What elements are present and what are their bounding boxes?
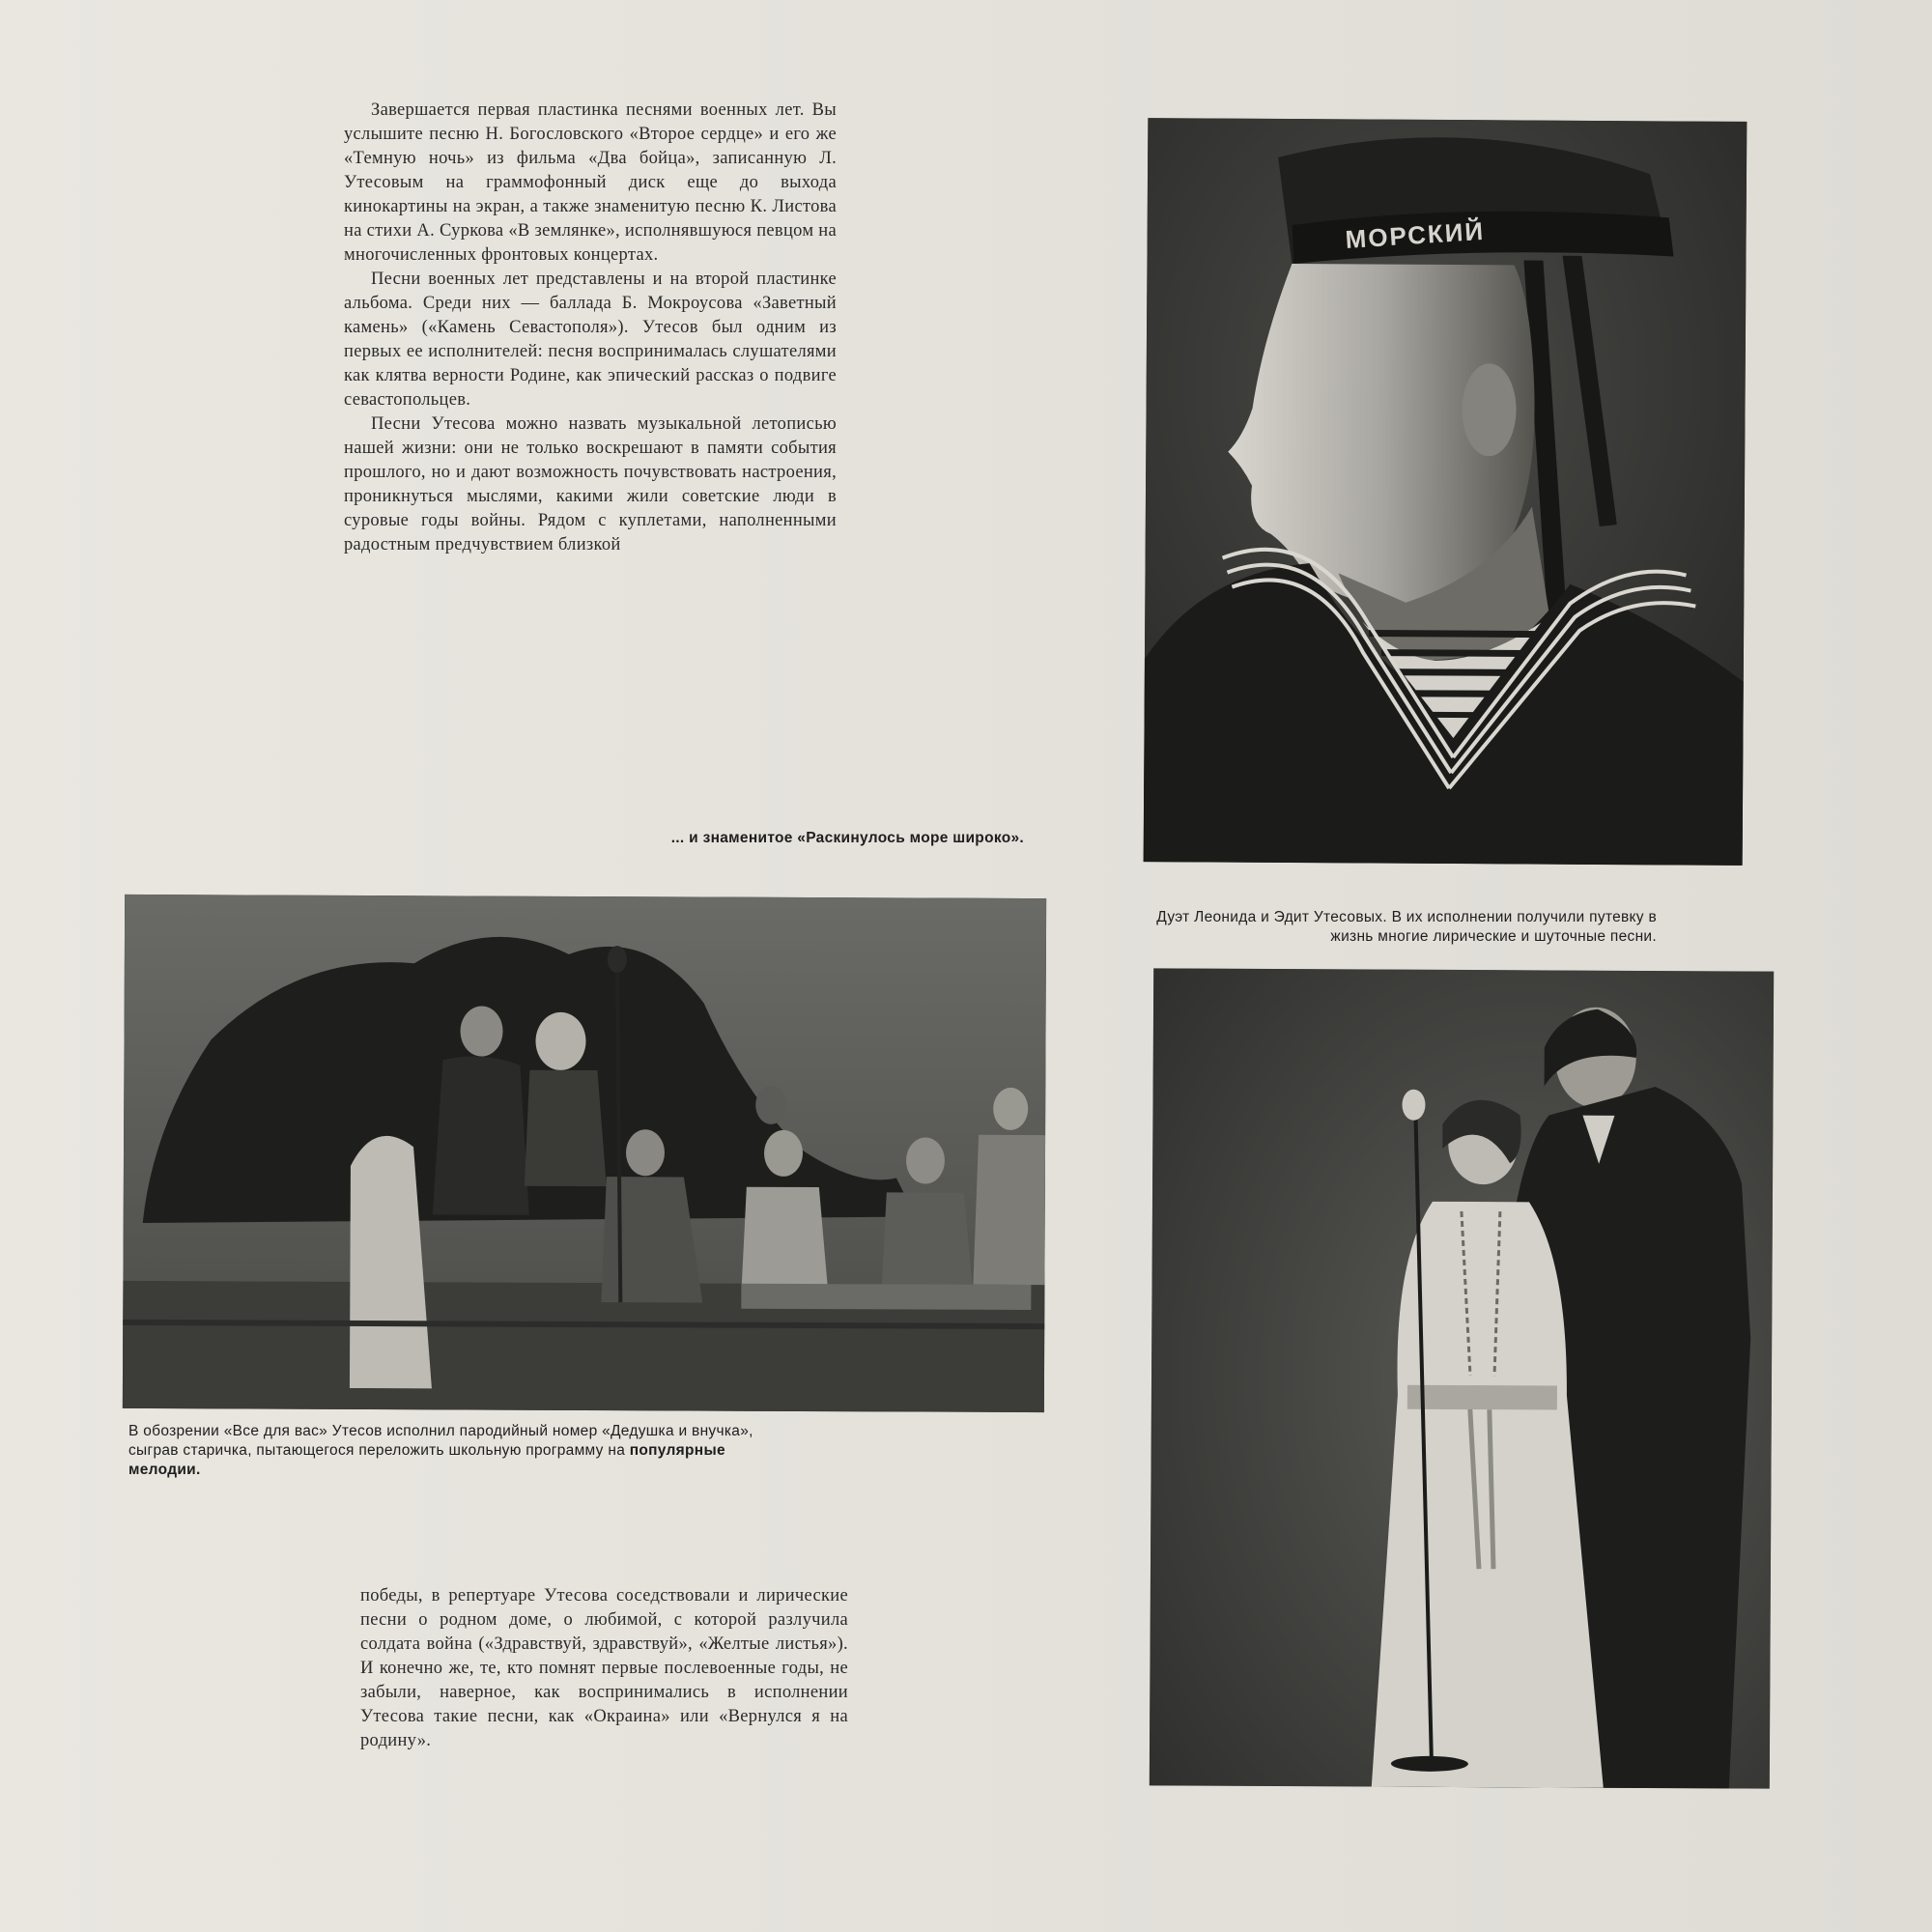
paragraph: Завершается первая пластинка песнями военных лет. Вы услышите песню Н. Богословского «Второе сердце» и его же «Темную ночь» из фильма «Два бойца», записанную Л. Утесовым на граммофонный диск еще до выхода кинокартины на экран, а также знаменитую песню К. Листова на стихи А. Суркова «В землянке», исполнявшуюся певцом на многочисленных фронтовых концертах.: [344, 100, 837, 265]
body-text-top: [344, 99, 837, 557]
paragraph: победы, в репертуаре Утесова соседствовали и лирические песни о родном доме, о любимой, с которой разлучила солдата война («Здравствуй, здравствуй», «Желтые листья»). И конечно же, те, кто помнят первые послевоенные годы, не забыли, наверное, как воспринимались в исполнении Утесова такие песни, как «Окраина» или «Вернулся я на родину».: [360, 1586, 848, 1750]
paragraph: Песни Утесова можно назвать музыкальной летописью нашей жизни: они не только воскрешают в памяти события прошлого, но и дают возможность почувствовать настроения, проникнуться мыслями, какими жили советские люди в суровые годы войны. Рядом с куплетами, наполненными радостным предчувствием близкой: [344, 414, 837, 554]
duet-image: [1150, 968, 1774, 1788]
caption-stage: [128, 1422, 766, 1480]
photo-duet: [1150, 968, 1774, 1788]
caption-duet: Дуэт Леонида и Эдит Утесовых. В их исполнении получили путевку в жизнь многие лирические и шуточные песни.: [1156, 909, 1657, 945]
caption-sailor: ... и знаменитое «Раскинулось море широко».: [670, 830, 1024, 846]
body-text-bottom: [360, 1584, 848, 1753]
stage-revue-image: [123, 895, 1046, 1412]
paragraph: Песни военных лет представлены и на второй пластинке альбома. Среди них — баллада Б. Мокроусова «Заветный камень» («Камень Севастополя»). Утесов был одним из первых ее исполнителей: песня воспринималась слушателями как клятва верности Родине, как эпический рассказ о подвиге севастопольцев.: [344, 270, 837, 410]
cap-band-text: МОРСКИЙ: [1344, 215, 1486, 254]
caption-stage-text: В обозрении «Все для вас» Утесов исполнил пародийный номер «Дедушка и внучка», сыграв старичка, пытающегося переложить школьную программу на: [128, 1423, 753, 1459]
sailor-portrait-image: [1144, 118, 1747, 866]
caption-stage-bold: популярные мелодии.: [128, 1442, 725, 1478]
photo-sailor-portrait: [1144, 118, 1747, 866]
photo-stage-revue: [123, 895, 1046, 1412]
